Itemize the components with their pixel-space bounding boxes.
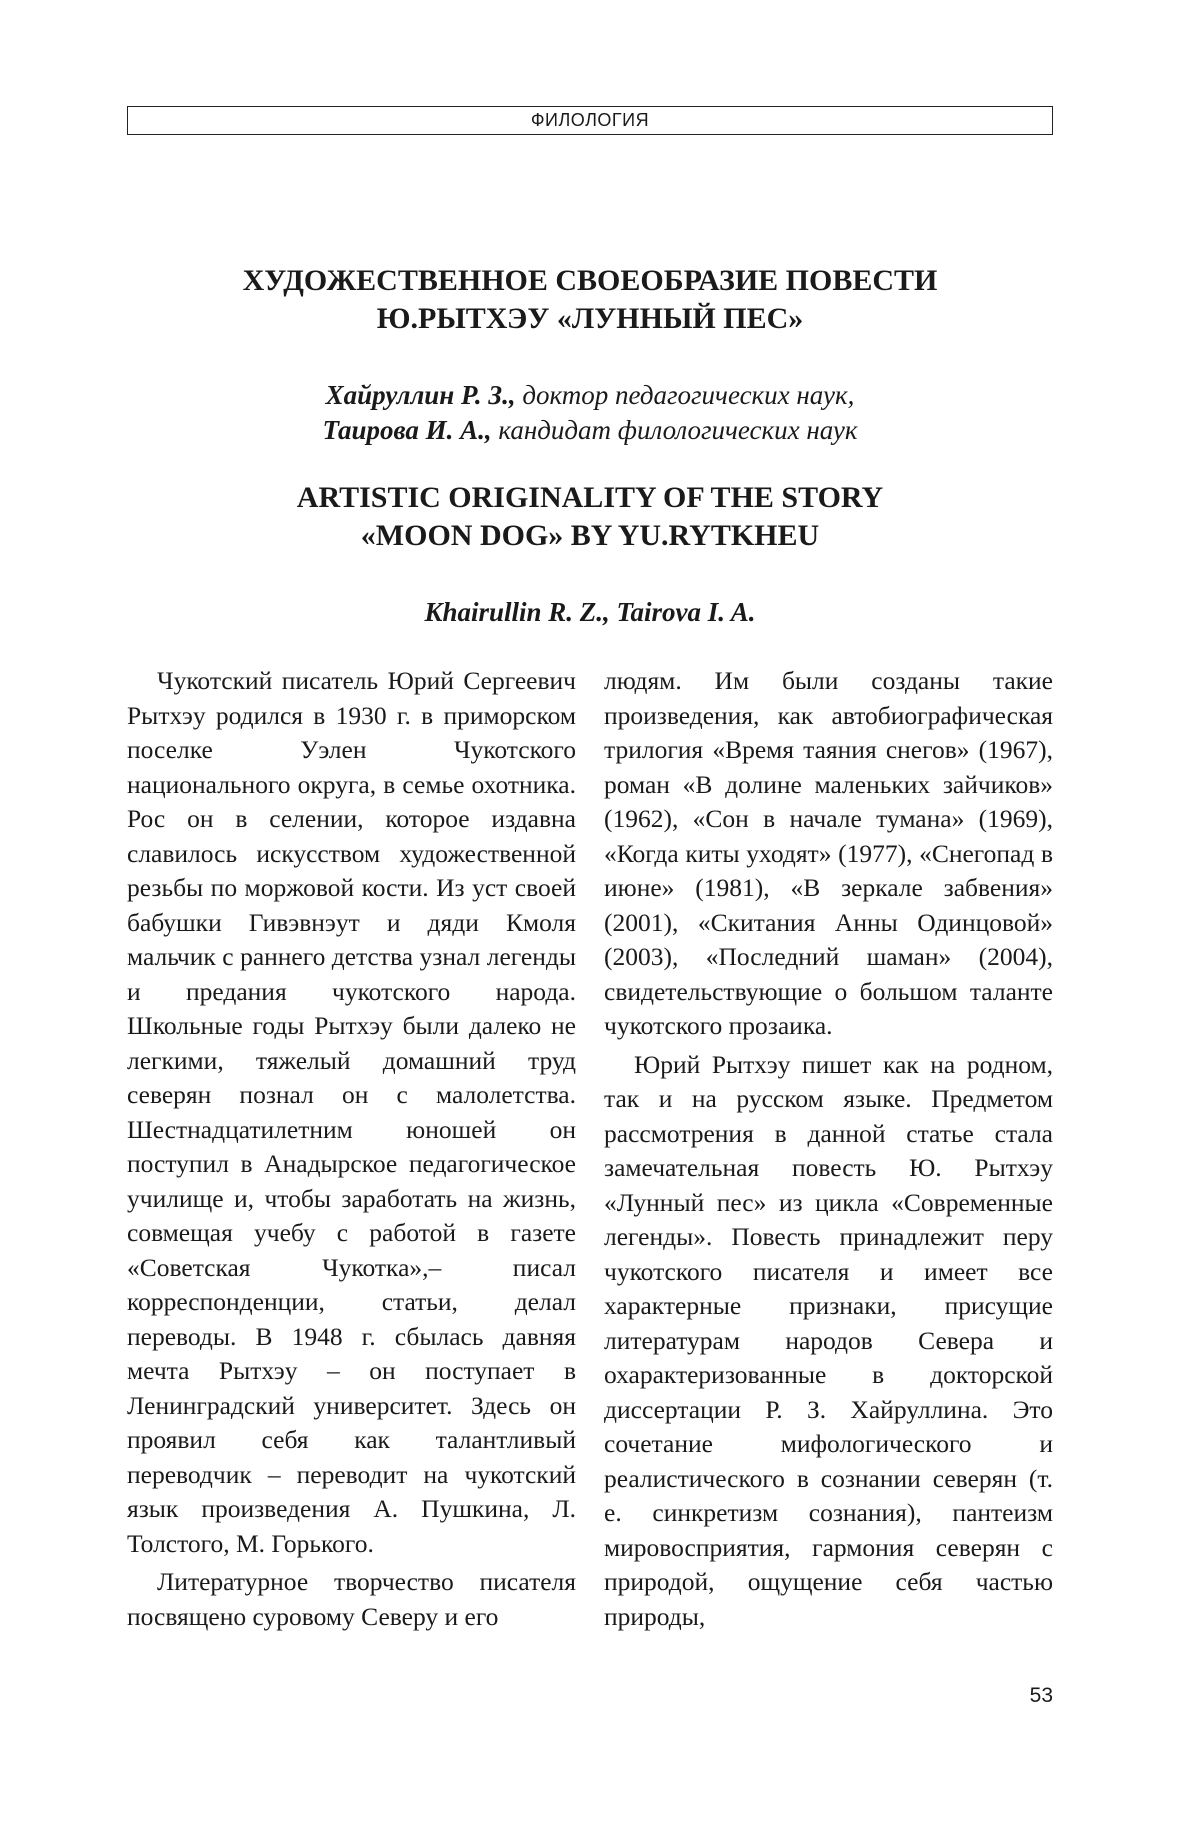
author-line-2 [127,413,1053,448]
title-russian-line-1: ХУДОЖЕСТВЕННОЕ СВОЕОБРАЗИЕ ПОВЕСТИ [242,264,938,297]
author-name: Хайруллин Р. З., [325,380,516,410]
title-english-line-2: «MOON DOG» BY YU.RYTKHEU [360,519,820,552]
body-column-right [604,664,1053,1638]
authors-english: Khairullin R. Z., Tairova I. A. [424,597,756,627]
page-number: 53 [1029,1684,1053,1707]
paragraph: Литературное творчество писателя посвящено суровому Северу и его [127,1567,576,1631]
paragraph: Чукотский писатель Юрий Сергеевич Рытхэу родился в 1930 г. в приморском поселке Уэлен Чукотского национального округа, в семье охотника. Рос он в селении, которое издавна славилось искусством художественной резьбы по моржовой кости. Из уст своей бабушки Гивэвнэут и дяди Кмоля мальчик с раннего детства узнал легенды и предания чукотского народа. Школьные годы Рытхэу были далеко не легкими, тяжелый домашний труд северян познал он с малолетства. Шестнадцатилетним юношей он поступил в Анадырское педагогическое училище и, чтобы заработать на жизнь, совмещая учебу с работой в газете «Советская Чукотка»,– писал корреспонденции, статьи, делал переводы. В 1948 г. сбылась давняя мечта Рытхэу – он поступает в Ленинградский университет. Здесь он проявил себя как талантливый переводчик – переводит на чукотский язык произведения А. Пушкина, Л. Толстого, М. Горького. [127,666,576,1558]
author-name: Таирова И. А., [322,415,492,445]
author-line-1 [127,378,1053,413]
title-russian-line-2: Ю.РЫТХЭУ «ЛУННЫЙ ПЕС» [376,302,804,335]
body-column-left [127,664,576,1638]
section-header: ФИЛОЛОГИЯ [127,106,1053,135]
paragraph: Юрий Рытхэу пишет как на родном, так и на русском языке. Предметом рассмотрения в данной статье стала замечательная повесть Ю. Рытхэу «Лунный пес» из цикла «Современные легенды». Повесть принадлежит перу чукотского писателя и имеет все характерные признаки, присущие литературам народов Севера и охарактеризованные в докторской диссертации Р. З. Хайруллина. Это сочетание мифологического и реалистического в сознании северян (т. е. синкретизм сознания), пантеизм мировосприятия, гармония северян с природой, ощущение себя частью природы, [604,1049,1053,1631]
paragraph-continued: людям. Им были созданы такие произведения, как автобиографическая трилогия «Время таяния снегов» (1967), роман «В долине маленьких зайчиков» (1962), «Сон в начале тумана» (1969), «Когда киты уходят» (1977), «Снегопад в июне» (1981), «В зеркале забвения» (2001), «Скитания Анны Одинцовой» (2003), «Последний шаман» (2004), свидетельствующие о большом таланте чукотского прозаика. [604,666,1053,1040]
title-english [127,479,1053,555]
title-english-line-1: ARTISTIC ORIGINALITY OF THE STORY [296,481,884,514]
title-russian [127,262,1053,338]
author-degree: кандидат филологических наук [491,415,858,445]
author-degree: доктор педагогических наук, [515,380,855,410]
authors-russian [127,378,1053,448]
